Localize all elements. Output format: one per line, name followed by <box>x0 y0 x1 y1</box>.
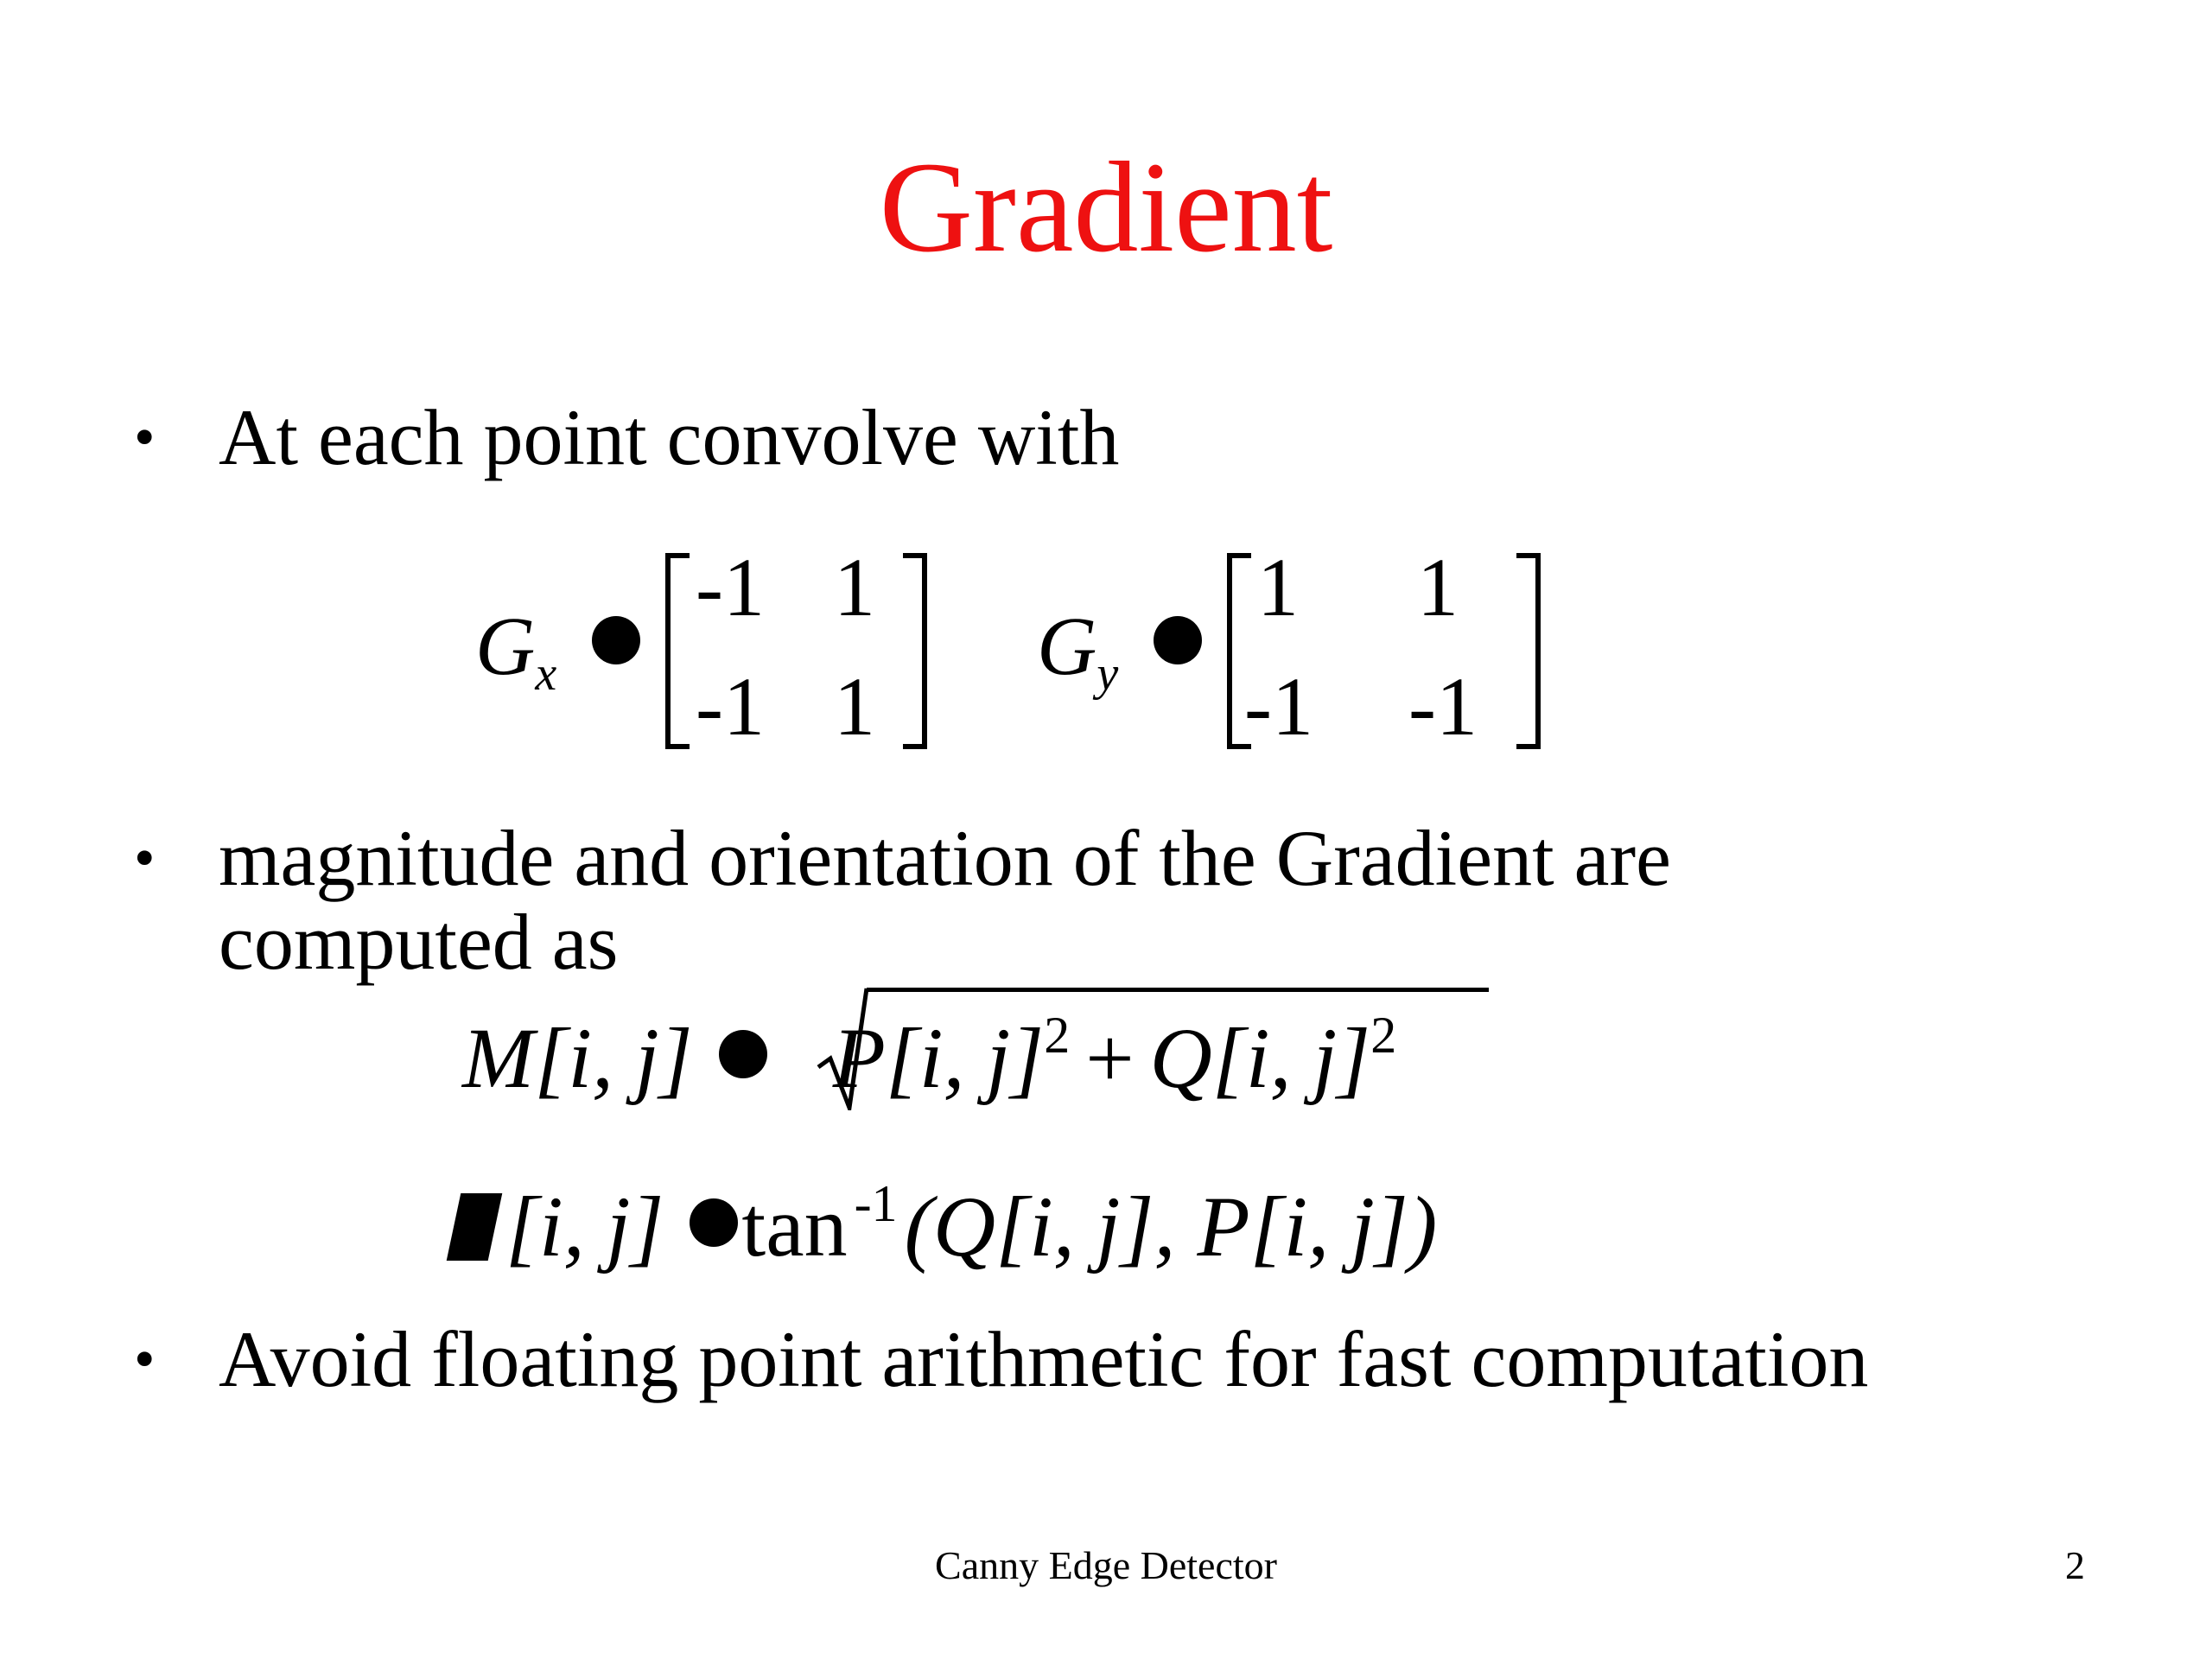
equals-symbol <box>1154 616 1202 664</box>
matrix-cell: -1 <box>696 541 765 633</box>
formula-exponent: -1 <box>854 1175 898 1232</box>
matrix-cell: 1 <box>834 541 875 633</box>
formula-exponent: 2 <box>1370 1007 1397 1064</box>
bullet-dot: • <box>134 404 156 471</box>
matrix-cell: -1 <box>696 660 765 753</box>
bullet-text: magnitude and orientation of the Gradient are computed as <box>219 814 1671 986</box>
matrix-cell: -1 <box>1244 660 1313 753</box>
matrix-cell: 1 <box>1417 541 1459 633</box>
formula-exponent: 2 <box>1044 1007 1071 1064</box>
gx-label: Gx <box>475 600 557 701</box>
equals-symbol <box>592 616 640 664</box>
bullet-text: At each point convolve with <box>219 393 1120 481</box>
matrix-bracket-right <box>903 553 927 749</box>
matrix-bracket-left <box>665 553 690 749</box>
gy-kernel-equation <box>1037 536 1573 760</box>
slide-footer: Canny Edge Detector <box>935 1543 1277 1587</box>
bullet-text: Avoid floating point arithmetic for fast computation <box>219 1315 1869 1403</box>
matrix-cell: -1 <box>1408 660 1478 753</box>
plus-symbol: + <box>1085 1010 1135 1106</box>
page-number: 2 <box>2065 1543 2085 1587</box>
sqrt-overline <box>867 988 1489 992</box>
formula-args: (Q[i, j], P[i, j]) <box>904 1179 1438 1274</box>
bullet-dot: • <box>134 1326 156 1393</box>
matrix-cell: 1 <box>834 660 875 753</box>
matrix-bracket-right <box>1516 553 1541 749</box>
slide-title: Gradient <box>879 136 1333 279</box>
formula-lhs: M[i, j] <box>462 1010 693 1106</box>
formula-term: Q[i, j] <box>1149 1010 1371 1106</box>
equals-symbol <box>719 1030 767 1078</box>
formula-lhs: [i, j] <box>505 1179 664 1274</box>
sqrt-icon <box>817 985 868 1110</box>
gx-kernel-equation <box>475 536 959 760</box>
magnitude-formula <box>462 1007 1397 1106</box>
orientation-formula <box>454 1175 1438 1274</box>
theta-symbol <box>447 1193 503 1261</box>
formula-function: tan <box>741 1179 848 1274</box>
bullet-dot: • <box>134 825 156 892</box>
equals-symbol <box>690 1198 738 1247</box>
matrix-cell: 1 <box>1257 541 1299 633</box>
gy-label: Gy <box>1037 600 1119 701</box>
formula-term: P[i, j] <box>832 1010 1045 1106</box>
